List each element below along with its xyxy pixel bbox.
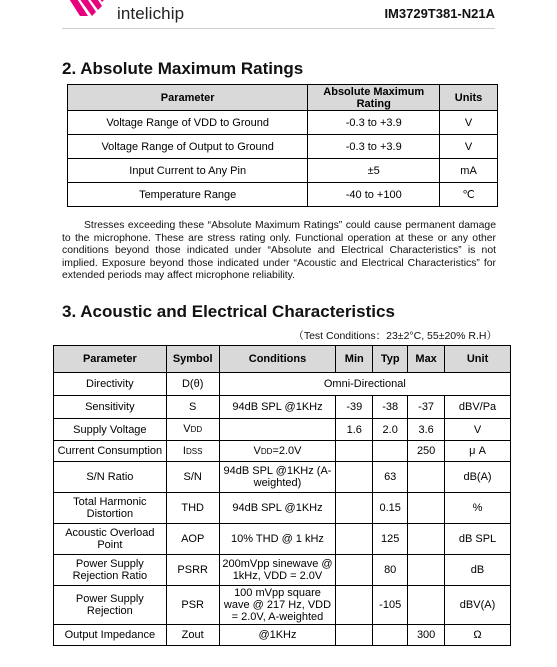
cell-unit xyxy=(445,419,511,441)
cell-symbol: D(θ) xyxy=(166,373,219,396)
cell-conditions xyxy=(219,524,336,555)
cell-min xyxy=(336,524,373,555)
symbol-subscript: DSS xyxy=(185,446,203,456)
conditions-text: 100 mVpp square wave @ 217 Hz, VDD = 2.0V, A-weighted xyxy=(223,586,332,623)
parameter-text: Acoustic Overload Point xyxy=(65,527,155,551)
cell-max xyxy=(408,441,445,462)
table-row xyxy=(54,524,511,555)
symbol-text: THD xyxy=(181,501,204,514)
symbol-subscript: DD xyxy=(190,425,203,434)
cell-symbol xyxy=(166,441,219,462)
table-row xyxy=(54,441,511,462)
cell-unit: ℃ xyxy=(440,183,498,207)
column-header: Typ xyxy=(373,346,408,373)
cell-typ xyxy=(373,586,408,625)
cell-directivity-value: Omni-Directional xyxy=(219,373,510,396)
cell-min xyxy=(336,555,373,586)
symbol-text: PSR xyxy=(181,598,204,611)
symbol-text: V xyxy=(183,423,191,435)
typ-value: 2.0 xyxy=(382,423,398,436)
column-header: Parameter xyxy=(54,346,167,373)
cell-symbol xyxy=(166,396,219,419)
cell-unit: mA xyxy=(440,159,498,183)
cell-typ xyxy=(373,462,408,493)
cell-max xyxy=(408,586,445,625)
cell-symbol xyxy=(166,462,219,493)
column-header: Conditions xyxy=(219,346,336,373)
parameter-text: Power Supply Rejection Ratio xyxy=(72,558,148,582)
cell-typ xyxy=(373,493,408,524)
symbol-text: I xyxy=(182,444,186,457)
table-header-row xyxy=(68,85,498,111)
cell-parameter: Voltage Range of VDD to Ground xyxy=(68,111,308,135)
table-row xyxy=(54,625,511,646)
table-row xyxy=(54,462,511,493)
unit-value: % xyxy=(472,502,483,514)
cell-min xyxy=(336,625,373,646)
unit-value: dBV(A) xyxy=(459,599,496,611)
cell-conditions xyxy=(219,586,336,625)
column-header: Unit xyxy=(445,346,511,373)
cell-conditions xyxy=(219,396,336,419)
symbol-text: AOP xyxy=(181,532,205,545)
table-header-row xyxy=(54,346,511,373)
cell-unit: V xyxy=(440,111,498,135)
cell-max xyxy=(408,462,445,493)
cell-typ xyxy=(373,396,408,419)
cell-parameter xyxy=(54,419,167,441)
conditions-text: V xyxy=(253,444,261,457)
table-row xyxy=(54,373,511,396)
cell-unit xyxy=(445,586,511,625)
cell-max xyxy=(408,396,445,419)
table-row xyxy=(54,493,511,524)
parameter-text: Current Consumption xyxy=(57,445,163,457)
column-header: Units xyxy=(440,85,498,111)
typ-value: 80 xyxy=(384,564,397,576)
cell-conditions xyxy=(219,462,336,493)
cell-parameter: Input Current to Any Pin xyxy=(68,159,308,183)
symbol-text: S/N xyxy=(183,470,202,483)
parameter-text: Total Harmonic Distortion xyxy=(73,496,147,520)
cell-unit: V xyxy=(440,135,498,159)
cell-min xyxy=(336,493,373,524)
cell-parameter: Voltage Range of Output to Ground xyxy=(68,135,308,159)
cell-parameter xyxy=(54,555,167,586)
conditions-suffix: =2.0V xyxy=(272,444,302,457)
cell-max xyxy=(408,493,445,524)
max-value: -37 xyxy=(418,401,435,413)
parameter-text: Output Impedance xyxy=(64,629,156,641)
symbol-text: S xyxy=(189,400,197,413)
unit-value: μ A xyxy=(469,445,486,457)
unit-value: dB SPL xyxy=(458,533,497,545)
cell-min xyxy=(336,419,373,441)
table-row xyxy=(68,111,498,135)
cell-conditions xyxy=(219,625,336,646)
cell-max xyxy=(408,524,445,555)
cell-max xyxy=(408,419,445,441)
absolute-max-ratings-table xyxy=(67,84,498,207)
parameter-text: Sensitivity xyxy=(85,401,135,413)
column-header: Absolute Maximum Rating xyxy=(308,85,440,111)
cell-parameter xyxy=(54,586,167,625)
cell-unit xyxy=(445,493,511,524)
cell-min xyxy=(336,396,373,419)
cell-unit xyxy=(445,441,511,462)
cell-min xyxy=(336,462,373,493)
max-value: 300 xyxy=(416,629,436,641)
cell-symbol xyxy=(166,625,219,646)
parameter-text: Supply Voltage xyxy=(73,423,147,436)
table-row xyxy=(68,183,498,207)
unit-value: Ω xyxy=(473,629,482,641)
cell-min xyxy=(336,441,373,462)
typ-value: -38 xyxy=(382,401,399,413)
cell-max xyxy=(408,625,445,646)
unit-value: dB(A) xyxy=(463,471,492,483)
cell-conditions xyxy=(219,493,336,524)
page-header xyxy=(0,0,557,30)
cell-parameter xyxy=(54,625,167,646)
typ-value: 63 xyxy=(384,471,397,483)
cell-parameter: Directivity xyxy=(54,373,167,396)
intelichip-logo-icon xyxy=(62,0,108,18)
cell-max xyxy=(408,555,445,586)
typ-value: -105 xyxy=(379,599,402,611)
column-header: Parameter xyxy=(68,85,308,111)
cell-parameter: Temperature Range xyxy=(68,183,308,207)
section-title-acoustic-electrical: 3. Acoustic and Electrical Characteristics xyxy=(62,302,395,321)
conditions-text: 10% THD @ 1 kHz xyxy=(231,532,324,545)
column-header: Symbol xyxy=(166,346,219,373)
cell-unit xyxy=(445,462,511,493)
cell-unit xyxy=(445,555,511,586)
table-row xyxy=(54,555,511,586)
conditions-text: 200mVpp sinewave @ 1kHz, VDD = 2.0V xyxy=(222,557,333,582)
cell-parameter xyxy=(54,441,167,462)
conditions-text: 94dB SPL @1KHz (A-weighted) xyxy=(223,464,332,489)
parameter-text: S/N Ratio xyxy=(86,471,134,483)
unit-value: dBV/Pa xyxy=(458,401,497,413)
conditions-text: @1KHz xyxy=(258,628,297,641)
column-header: Min xyxy=(336,346,373,373)
part-number: IM3729T381-N21A xyxy=(384,6,495,21)
stress-note-paragraph: Stresses exceeding these “Absolute Maximum Ratings” could cause permanent damage to the microphone. These are stress rating only. Functional operation at these or any other conditions beyond those indicated under “Absolute and Electrical Characteristics” is not implied. Exposure beyond those indicated under “Acoustic and Electrical Characteristics” for extended periods may affect microphone reliability. xyxy=(62,220,496,282)
cell-typ xyxy=(373,625,408,646)
cell-unit xyxy=(445,396,511,419)
table-row xyxy=(54,419,511,441)
conditions-subscript: DD xyxy=(260,446,273,456)
typ-value: 125 xyxy=(381,533,400,545)
min-value: 1.6 xyxy=(346,423,362,436)
symbol-text: Zout xyxy=(181,628,204,641)
cell-conditions xyxy=(219,441,336,462)
table-row xyxy=(68,135,498,159)
parameter-text: Power Supply Rejection xyxy=(75,593,144,617)
symbol-text: PSRR xyxy=(177,563,208,576)
cell-parameter xyxy=(54,462,167,493)
cell-parameter xyxy=(54,524,167,555)
cell-symbol xyxy=(166,419,219,441)
cell-parameter xyxy=(54,493,167,524)
cell-symbol xyxy=(166,493,219,524)
unit-value: V xyxy=(473,423,482,436)
table-row xyxy=(54,586,511,625)
cell-conditions xyxy=(219,555,336,586)
cell-rating: -40 to +100 xyxy=(308,183,440,207)
cell-typ xyxy=(373,524,408,555)
header-divider xyxy=(62,28,495,29)
cell-parameter xyxy=(54,396,167,419)
brand-name: intelichip xyxy=(117,4,185,23)
table-row xyxy=(68,159,498,183)
max-value: 3.6 xyxy=(418,423,434,436)
max-value: 250 xyxy=(416,445,436,457)
conditions-text: 94dB SPL @1KHz xyxy=(232,501,323,514)
unit-value: dB xyxy=(470,564,485,576)
cell-min xyxy=(336,586,373,625)
cell-symbol xyxy=(166,555,219,586)
cell-typ xyxy=(373,441,408,462)
conditions-text: 94dB SPL @1KHz xyxy=(232,400,323,413)
cell-conditions xyxy=(219,419,336,441)
cell-symbol xyxy=(166,524,219,555)
acoustic-electrical-table xyxy=(53,345,511,646)
cell-rating: ±5 xyxy=(308,159,440,183)
cell-rating: -0.3 to +3.9 xyxy=(308,135,440,159)
cell-typ xyxy=(373,555,408,586)
min-value: -39 xyxy=(346,401,363,413)
section-title-absolute-max: 2. Absolute Maximum Ratings xyxy=(62,59,304,78)
column-header: Max xyxy=(408,346,445,373)
cell-unit xyxy=(445,524,511,555)
cell-typ xyxy=(373,419,408,441)
cell-symbol xyxy=(166,586,219,625)
table-row xyxy=(54,396,511,419)
typ-value: 0.15 xyxy=(379,502,401,514)
test-conditions: （Test Conditions：23±2°C, 55±20% R.H） xyxy=(293,330,497,342)
cell-rating: -0.3 to +3.9 xyxy=(308,111,440,135)
cell-unit xyxy=(445,625,511,646)
